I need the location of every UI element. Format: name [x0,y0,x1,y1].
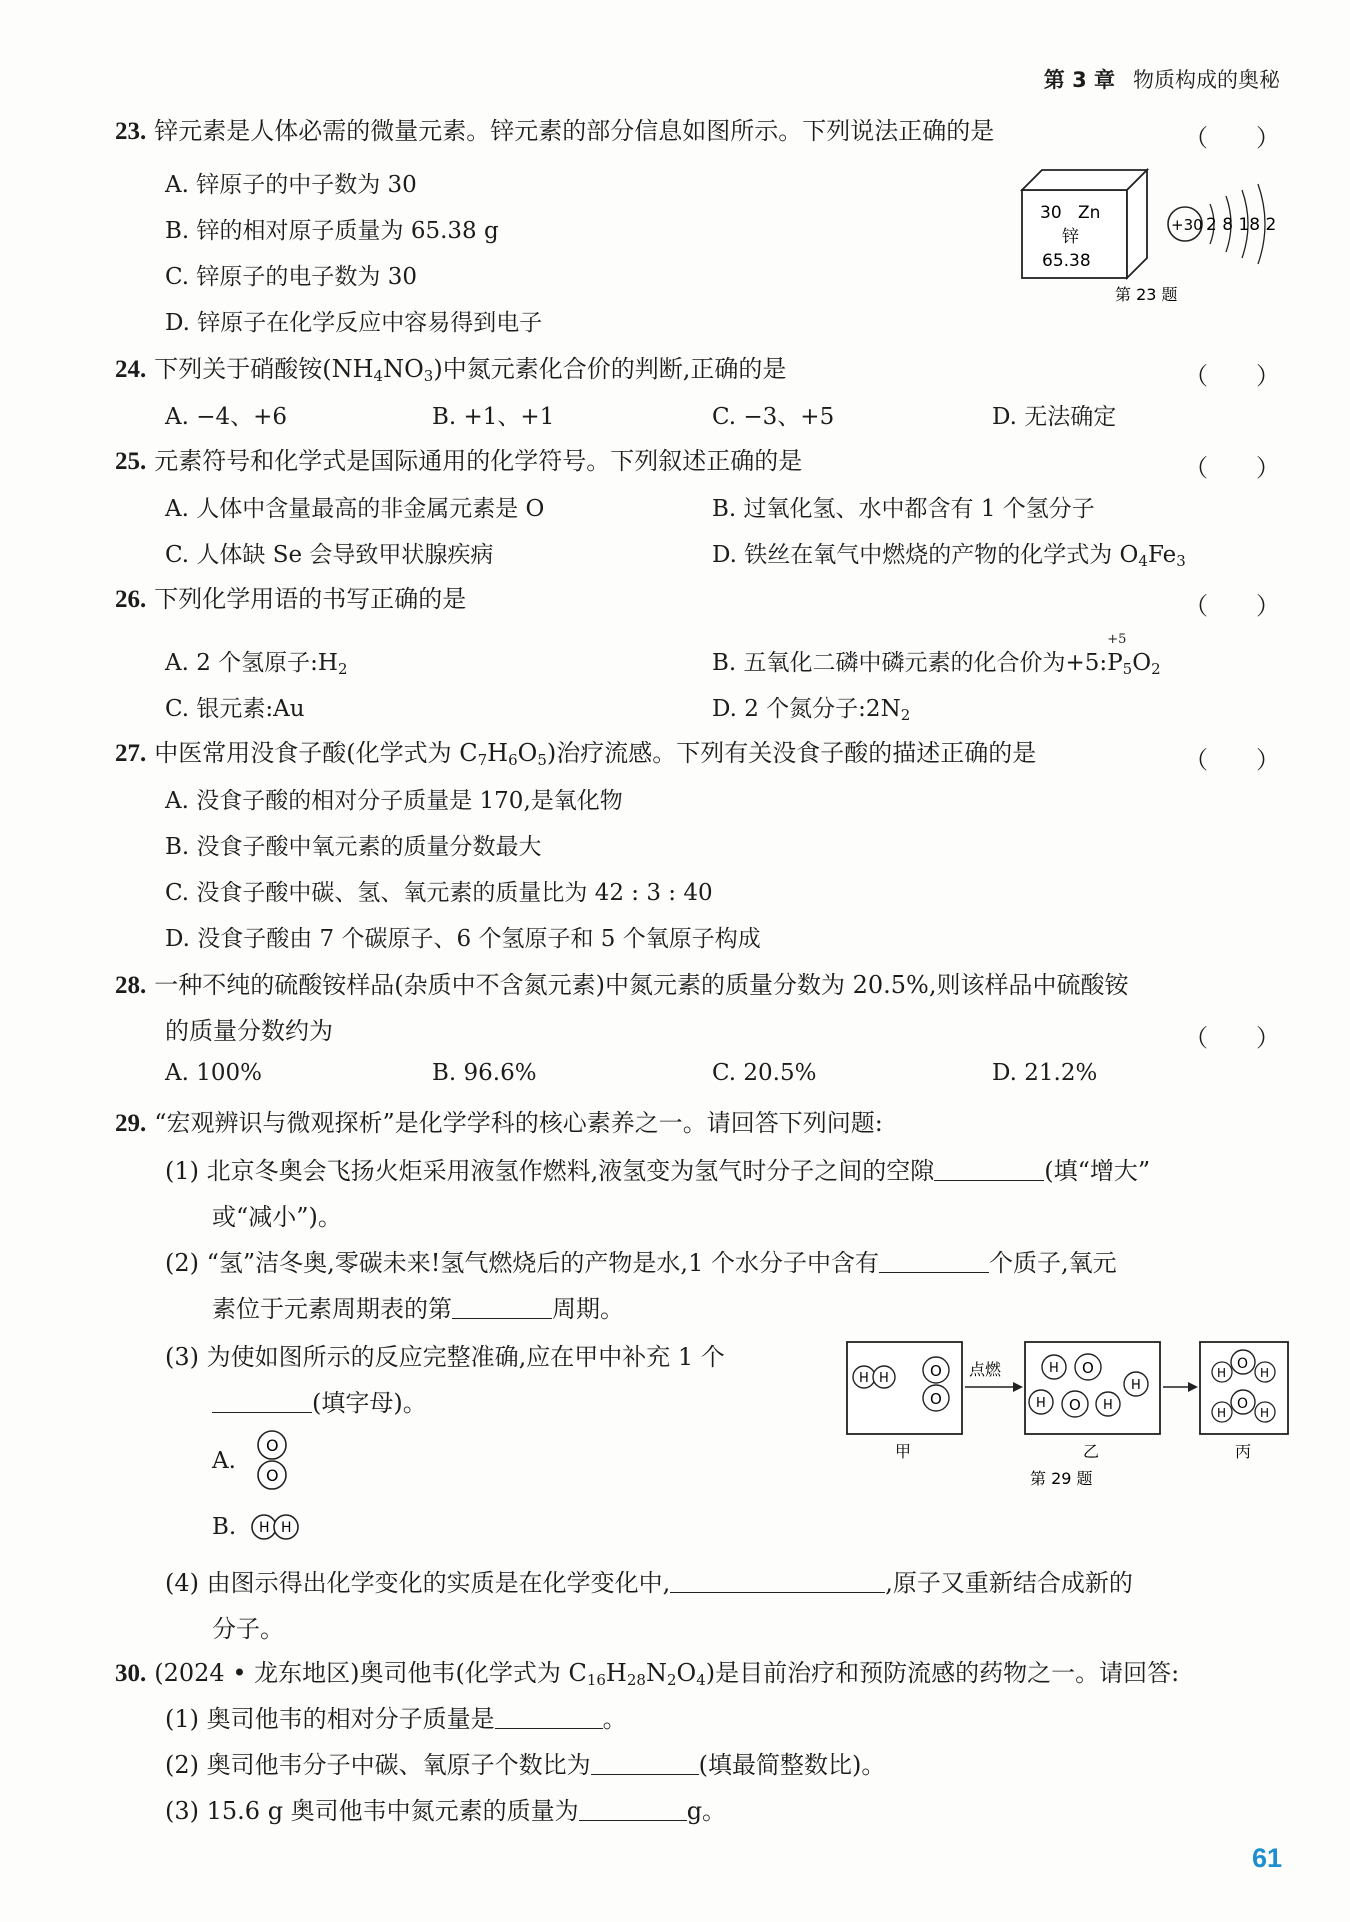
part-1: (1) 北京冬奥会飞扬火炬采用液氢作燃料,液氢变为氢气时分子之间的空隙 (填“增大” [165,1148,1150,1194]
answer-blank[interactable] [579,1794,687,1821]
chapter-header [1044,64,1280,94]
box-label-bing: 丙 [1235,1442,1252,1461]
part-2: (2) 奥司他韦分子中碳、氧原子个数比为 (填最简整数比)。 [165,1742,885,1788]
figure-caption: 第 23 题 [1115,285,1178,304]
option-b: B. 96.6% [432,1060,537,1086]
svg-text:H: H [1217,1406,1227,1420]
subscript: 3 [423,367,434,385]
chapter-title: 物质构成的奥秘 [1133,68,1280,92]
answer-parens: （ ） [1184,362,1280,390]
svg-text:O: O [930,1362,942,1380]
svg-text:O: O [266,1466,279,1485]
question-number: 26. [115,586,147,613]
option-c: C. 锌原子的电子数为 30 [165,264,417,290]
answer-blank[interactable] [934,1154,1044,1181]
atomic-mass: 65.38 [1042,251,1091,271]
question-number: 23. [115,118,147,145]
svg-text:H: H [281,1520,292,1536]
svg-text:H: H [859,1371,869,1386]
box-label-jia: 甲 [895,1442,912,1461]
hydrogen-molecule-option [250,1512,310,1542]
option-a: A. 100% [165,1060,262,1086]
question-26 [115,576,466,623]
question-number: 24. [115,356,147,383]
option-b: B. 没食子酸中氧元素的质量分数最大 [165,834,542,860]
svg-text:H: H [1049,1361,1059,1376]
question-23 [115,108,994,155]
option-d: D. 铁丝在氧气中燃烧的产物的化学式为 $O_4Fe_3$ [712,542,1186,570]
svg-text:O: O [1237,1356,1249,1372]
option-c: C. 银元素:Au [165,696,305,722]
svg-text:H: H [1103,1398,1113,1413]
oxygen-molecule-option [252,1428,292,1498]
part-2-cont: 素位于元素周期表的第 周期。 [212,1286,624,1332]
box-label-yi: 乙 [1083,1442,1100,1461]
option-d: D. 21.2% [992,1060,1098,1086]
option-b: B. 过氧化氢、水中都含有 1 个氢分子 [712,496,1095,522]
option-a: A. 锌原子的中子数为 30 [165,172,417,198]
svg-text:H: H [879,1371,889,1386]
answer-blank[interactable] [670,1566,885,1593]
part-4: (4) 由图示得出化学变化的实质是在化学变化中, ,原子又重新结合成新的 [165,1560,1133,1606]
answer-blank[interactable] [212,1386,312,1413]
option-c: C. −3、+5 [712,404,835,430]
option-c: C. 人体缺 Se 会导致甲状腺疾病 [165,542,494,568]
element-symbol: Zn [1078,203,1101,223]
question-stem: 元素符号和化学式是国际通用的化学符号。下列叙述正确的是 [154,447,803,475]
answer-blank[interactable] [879,1246,989,1273]
answer-blank[interactable] [591,1748,699,1775]
option-b: B. 锌的相对原子质量为 65.38 g [165,218,499,244]
part-3-cont: (填字母)。 [212,1380,427,1426]
svg-text:H: H [1131,1378,1141,1393]
reaction-diagram [845,1332,1290,1492]
question-number: 25. [115,448,147,475]
question-28-cont: 的质量分数约为 [165,1017,333,1045]
question-number: 29. [115,1110,147,1137]
answer-parens: （ ） [1184,592,1280,620]
valence-mark: +5 [1107,632,1127,647]
answer-blank[interactable] [452,1292,552,1319]
svg-text:O: O [266,1436,279,1455]
option-c: C. 20.5% [712,1060,817,1086]
electron-shells: 2 8 18 2 [1206,215,1277,235]
part-1-cont: 或“减小”)。 [212,1203,342,1231]
svg-text:O: O [1082,1359,1094,1377]
zinc-element-figure [1020,168,1290,308]
svg-text:O: O [1237,1396,1249,1412]
chapter-number: 第 3 章 [1043,68,1115,92]
atomic-number: 30 [1040,203,1062,223]
question-stem: 一种不纯的硫酸铵样品(杂质中不含氮元素)中氮元素的质量分数为 20.5%,则该样品中硫酸铵 [154,971,1129,999]
part-3: (3) 为使如图所示的反应完整准确,应在甲中补充 1 个 [165,1343,725,1371]
option-a: A. 2 个氢原子$:H_2$ [165,650,348,678]
question-stem: “宏观辨识与微观探析”是化学学科的核心素养之一。请回答下列问题: [154,1109,883,1137]
subscript: 4 [373,367,384,385]
svg-text:H: H [1036,1396,1046,1411]
question-number: 27. [115,740,147,767]
answer-blank[interactable] [495,1702,603,1729]
stem-text: 下列关于硝酸铵(NH [154,355,374,383]
part-4-cont: 分子。 [212,1615,284,1643]
question-stem: 锌元素是人体必需的微量元素。锌元素的部分信息如图所示。下列说法正确的是 [154,117,995,145]
part-2: (2) “氢”洁冬奥,零碳未来!氢气燃烧后的产物是水,1 个水分子中含有 个质子,氧元 [165,1240,1117,1286]
option-b: B. [212,1514,237,1540]
svg-text:H: H [1217,1366,1227,1380]
svg-text:H: H [1260,1366,1270,1380]
svg-text:O: O [1069,1396,1081,1414]
question-29 [115,1100,883,1147]
answer-parens: （ ） [1184,746,1280,774]
page-number: 61 [1251,1843,1282,1873]
option-d: D. 没食子酸由 7 个碳原子、6 个氢原子和 5 个氧原子构成 [165,926,761,952]
option-b: B. +1、+1 [432,404,555,430]
answer-parens: （ ） [1184,454,1280,482]
option-a: A. 没食子酸的相对分子质量是 170,是氧化物 [165,788,623,814]
question-stem: 下列化学用语的书写正确的是 [154,585,467,613]
svg-text:H: H [1260,1406,1270,1420]
option-c: C. 没食子酸中碳、氢、氧元素的质量比为 42 : 3 : 40 [165,880,713,906]
question-28 [115,962,1128,1009]
stem-text: )中氮元素化合价的判断,正确的是 [433,355,787,383]
answer-parens: （ ） [1184,1024,1280,1052]
figure-caption: 第 29 题 [1030,1469,1093,1488]
option-b: B. 五氧化二磷中磷元素的化合价为+5: +5 $P_5O_2$ [712,632,1161,678]
element-name: 锌 [1062,227,1079,247]
question-number: 28. [115,972,147,999]
question-24 [115,346,786,399]
svg-text:O: O [930,1390,942,1408]
option-d: D. 锌原子在化学反应中容易得到电子 [165,310,543,336]
answer-parens: （ ） [1184,124,1280,152]
question-27: 27. 中医常用没食子酸(化学式为 $C_7H_6O_5$)治疗流感。下列有关没食子酸的描述正确的是 [115,739,1037,769]
question-number: 30. [115,1660,147,1687]
svg-text:H: H [259,1520,270,1536]
option-d: D. 无法确定 [992,404,1117,430]
stem-text: NO [383,355,424,383]
question-30: 30. (2024 • 龙东地区)奥司他韦(化学式为 $C_{16}H_{28}N_2O_4$)是目前治疗和预防流感的药物之一。请回答: [115,1659,1180,1689]
option-a: A. [212,1448,236,1474]
question-25 [115,438,802,485]
part-1: (1) 奥司他韦的相对分子质量是 。 [165,1696,627,1742]
option-a: A. 人体中含量最高的非金属元素是 O [165,496,545,522]
nucleus-charge: +30 [1171,216,1203,234]
option-d: D. 2 个氮分子$:2N_2$ [712,696,911,724]
option-a: A. −4、+6 [165,404,288,430]
ignite-label: 点燃 [969,1360,1002,1379]
part-3: (3) 15.6 g 奥司他韦中氮元素的质量为 g。 [165,1788,726,1834]
